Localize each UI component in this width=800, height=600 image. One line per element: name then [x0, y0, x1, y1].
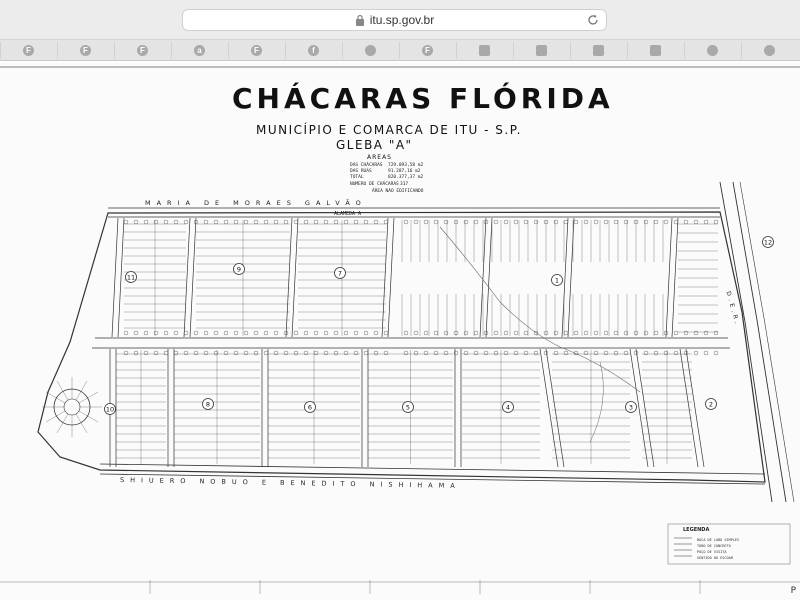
- lot-marker: [414, 331, 418, 335]
- lot-marker: [624, 220, 628, 224]
- block-street: [388, 218, 394, 337]
- lot-marker: [234, 331, 238, 335]
- lot-marker: [274, 331, 278, 335]
- lot-marker: [654, 220, 658, 224]
- lot-marker: [164, 351, 168, 355]
- lot-marker: [424, 331, 428, 335]
- area-row-label: DAS CHÁCARAS: [350, 163, 383, 168]
- lot-line: [46, 411, 65, 422]
- lot-marker: [504, 220, 508, 224]
- lot-marker: [524, 331, 528, 335]
- area-row-label: NUMERO DE CHÁCARAS: [350, 182, 399, 187]
- lot-marker: [494, 331, 498, 335]
- lot-marker: [174, 331, 178, 335]
- area-note: ÁREA NÃO EDIFICANDO: [372, 189, 424, 194]
- street-edge: [100, 464, 765, 474]
- lot-marker: [554, 220, 558, 224]
- lot-marker: [534, 351, 538, 355]
- lot-marker: [324, 220, 328, 224]
- bookmark-item[interactable]: [741, 42, 797, 59]
- lot-marker: [674, 351, 678, 355]
- lot-marker: [324, 331, 328, 335]
- bookmark-item[interactable]: [171, 42, 227, 59]
- area-row-label: DAS RUAS: [350, 169, 372, 174]
- lot-marker: [584, 331, 588, 335]
- area-row-value: 729.093,58 m2: [388, 163, 424, 168]
- legend-title: LEGENDA: [683, 527, 710, 533]
- lot-marker: [134, 351, 138, 355]
- lot-marker: [204, 331, 208, 335]
- area-row-label: TOTAL: [350, 175, 364, 180]
- block-number-label: 3: [628, 403, 634, 412]
- lot-marker: [694, 220, 698, 224]
- bookmark-item[interactable]: [684, 42, 740, 59]
- lot-marker: [224, 351, 228, 355]
- generic-site-icon: [764, 45, 775, 56]
- lot-marker: [714, 331, 718, 335]
- lot-marker: [204, 351, 208, 355]
- block-street: [672, 218, 678, 337]
- lot-marker: [594, 331, 598, 335]
- lot-marker: [654, 331, 658, 335]
- triangle-icon: [536, 45, 547, 56]
- lot-marker: [414, 220, 418, 224]
- lot-marker: [214, 331, 218, 335]
- lot-marker: [514, 331, 518, 335]
- bookmark-item[interactable]: [513, 42, 569, 59]
- bookmark-item[interactable]: [627, 42, 683, 59]
- bookmark-item[interactable]: [399, 42, 455, 59]
- bookmark-item[interactable]: [456, 42, 512, 59]
- lot-marker: [664, 351, 668, 355]
- lot-marker: [354, 351, 358, 355]
- grid-icon: [479, 45, 490, 56]
- lot-marker: [704, 351, 708, 355]
- lot-marker: [314, 331, 318, 335]
- lot-marker: [124, 220, 128, 224]
- lot-marker: [234, 351, 238, 355]
- f-icon: F: [80, 45, 91, 56]
- lot-marker: [304, 351, 308, 355]
- block-number-label: 9: [236, 265, 242, 274]
- legend-item: SENTIDO DO ESCOAM: [697, 556, 733, 560]
- lot-marker: [694, 331, 698, 335]
- lot-marker: [244, 220, 248, 224]
- lot-marker: [154, 220, 158, 224]
- block-number-label: 8: [205, 400, 211, 409]
- lot-marker: [434, 331, 438, 335]
- block-number-label: 4: [505, 403, 511, 412]
- lot-marker: [714, 220, 718, 224]
- subdivision-map: [0, 62, 800, 600]
- lot-marker: [584, 351, 588, 355]
- lot-marker: [124, 351, 128, 355]
- address-bar[interactable]: [182, 9, 607, 31]
- lot-line: [76, 381, 87, 400]
- lot-marker: [604, 351, 608, 355]
- lot-marker: [274, 351, 278, 355]
- lot-marker: [404, 331, 408, 335]
- lot-marker: [374, 331, 378, 335]
- lot-marker: [164, 220, 168, 224]
- map-gleba: GLEBA "A": [336, 138, 413, 152]
- lot-marker: [254, 220, 258, 224]
- street-east-label: D.E.R.: [724, 290, 741, 328]
- lot-marker: [614, 331, 618, 335]
- lot-marker: [664, 220, 668, 224]
- block-number-label: 5: [405, 403, 411, 412]
- f-icon: F: [23, 45, 34, 56]
- lot-marker: [144, 220, 148, 224]
- lot-marker: [334, 220, 338, 224]
- lot-marker: [714, 351, 718, 355]
- grid-icon: [593, 45, 604, 56]
- lot-marker: [514, 220, 518, 224]
- lot-marker: [574, 220, 578, 224]
- lot-marker: [474, 331, 478, 335]
- block-street: [286, 218, 292, 337]
- block-number-label: 12: [763, 238, 773, 247]
- lot-marker: [514, 351, 518, 355]
- lot-marker: [434, 220, 438, 224]
- lot-marker: [364, 331, 368, 335]
- lot-marker: [294, 331, 298, 335]
- lot-marker: [154, 331, 158, 335]
- lot-marker: [354, 220, 358, 224]
- highway-edge: [733, 182, 786, 502]
- lock-icon: [355, 14, 365, 26]
- lot-marker: [244, 351, 248, 355]
- lot-marker: [614, 220, 618, 224]
- lot-marker: [334, 331, 338, 335]
- lot-marker: [124, 331, 128, 335]
- lot-marker: [314, 220, 318, 224]
- lot-marker: [294, 220, 298, 224]
- block-number-label: 2: [708, 400, 714, 409]
- bookmark-item[interactable]: [57, 42, 113, 59]
- lot-marker: [704, 331, 708, 335]
- lot-marker: [704, 220, 708, 224]
- f-icon: F: [251, 45, 262, 56]
- page-mark: P: [790, 586, 796, 596]
- block-number-label: 7: [337, 269, 343, 278]
- lot-marker: [464, 331, 468, 335]
- street-south-label: SHIUERO NOBUO E BENEDITO NISHIHAMA: [119, 476, 461, 490]
- lot-marker: [384, 351, 388, 355]
- lot-marker: [684, 220, 688, 224]
- lot-marker: [474, 351, 478, 355]
- lot-marker: [504, 351, 508, 355]
- lot-marker: [174, 351, 178, 355]
- lot-marker: [684, 331, 688, 335]
- lot-marker: [144, 331, 148, 335]
- street-north-label: MARIA DE MORAES GALVÃO: [145, 199, 367, 207]
- block-street: [190, 218, 196, 337]
- lot-marker: [594, 220, 598, 224]
- amazon-icon: a: [194, 45, 205, 56]
- lot-marker: [644, 331, 648, 335]
- lot-marker: [264, 331, 268, 335]
- block-street: [112, 218, 118, 337]
- f-icon: F: [422, 45, 433, 56]
- block-number-label: 11: [126, 273, 136, 282]
- lot-marker: [424, 220, 428, 224]
- bookmark-item[interactable]: [228, 42, 284, 59]
- lot-marker: [374, 220, 378, 224]
- lot-marker: [544, 351, 548, 355]
- lot-marker: [494, 220, 498, 224]
- lot-line: [46, 392, 65, 403]
- lot-marker: [214, 351, 218, 355]
- lot-marker: [484, 351, 488, 355]
- block-street: [184, 218, 190, 337]
- generic-site-icon: [707, 45, 718, 56]
- lot-marker: [304, 220, 308, 224]
- browser-toolbar: [0, 0, 800, 40]
- lot-marker: [224, 220, 228, 224]
- bookmarks-bar: [0, 40, 800, 61]
- lot-marker: [444, 331, 448, 335]
- lot-marker: [694, 351, 698, 355]
- lot-marker: [384, 220, 388, 224]
- lot-marker: [344, 351, 348, 355]
- legend-item: BOCA DE LOBO SIMPLES: [697, 538, 740, 542]
- lot-marker: [474, 220, 478, 224]
- lot-marker: [594, 351, 598, 355]
- lot-marker: [164, 331, 168, 335]
- lot-marker: [574, 331, 578, 335]
- lot-marker: [374, 351, 378, 355]
- block-street: [666, 218, 672, 337]
- stream-line: [440, 227, 640, 392]
- lot-marker: [634, 351, 638, 355]
- lot-marker: [644, 220, 648, 224]
- grid-icon: [650, 45, 661, 56]
- lot-marker: [304, 331, 308, 335]
- bookmark-item[interactable]: [114, 42, 170, 59]
- lot-marker: [604, 331, 608, 335]
- lot-marker: [494, 351, 498, 355]
- lot-marker: [174, 220, 178, 224]
- lot-marker: [404, 220, 408, 224]
- subdivision-boundary: [38, 212, 765, 482]
- lot-marker: [244, 331, 248, 335]
- area-row-value: 317: [400, 182, 409, 187]
- lot-marker: [144, 351, 148, 355]
- block-street: [382, 218, 388, 337]
- lot-marker: [424, 351, 428, 355]
- lot-marker: [454, 351, 458, 355]
- lot-marker: [654, 351, 658, 355]
- lot-marker: [264, 220, 268, 224]
- lot-line: [79, 392, 98, 403]
- lot-marker: [384, 331, 388, 335]
- lot-marker: [344, 220, 348, 224]
- lot-marker: [134, 220, 138, 224]
- lot-marker: [564, 351, 568, 355]
- lot-marker: [624, 331, 628, 335]
- url-text: itu.sp.gov.br: [369, 13, 435, 27]
- lot-marker: [584, 220, 588, 224]
- lot-marker: [224, 331, 228, 335]
- legend-item: POÇO DE VISITA: [697, 550, 727, 554]
- lot-marker: [184, 331, 188, 335]
- lot-marker: [524, 351, 528, 355]
- map-title: CHÁCARAS FLÓRIDA: [232, 82, 614, 115]
- lot-line: [76, 414, 87, 433]
- area-row-value: 820.377,37 m2: [388, 175, 424, 180]
- lot-marker: [674, 220, 678, 224]
- lot-marker: [554, 331, 558, 335]
- bookmark-item[interactable]: [285, 42, 341, 59]
- lot-marker: [404, 351, 408, 355]
- lot-marker: [284, 220, 288, 224]
- lot-marker: [204, 220, 208, 224]
- lot-marker: [564, 331, 568, 335]
- f-icon: F: [137, 45, 148, 56]
- block-street: [486, 218, 492, 337]
- lot-marker: [194, 351, 198, 355]
- lot-marker: [334, 351, 338, 355]
- lot-marker: [184, 220, 188, 224]
- lot-marker: [134, 331, 138, 335]
- facebook-icon: f: [308, 45, 319, 56]
- lot-marker: [364, 351, 368, 355]
- lot-marker: [314, 351, 318, 355]
- lot-marker: [434, 351, 438, 355]
- lot-marker: [194, 331, 198, 335]
- block-number-label: 10: [105, 405, 115, 414]
- lot-marker: [234, 220, 238, 224]
- reload-icon[interactable]: [586, 13, 600, 27]
- block-street: [118, 218, 124, 337]
- lot-marker: [444, 220, 448, 224]
- block-street: [562, 218, 568, 337]
- lot-marker: [294, 351, 298, 355]
- legend-item: TUBO DE CONCRETO: [697, 544, 731, 548]
- lot-line: [79, 411, 98, 422]
- lot-line: [57, 381, 68, 400]
- lot-marker: [414, 351, 418, 355]
- lot-marker: [364, 220, 368, 224]
- areas-heading: AREAS: [367, 154, 392, 161]
- lot-marker: [534, 331, 538, 335]
- generic-site-icon: [365, 45, 376, 56]
- lot-marker: [604, 220, 608, 224]
- lot-marker: [254, 351, 258, 355]
- lot-marker: [354, 331, 358, 335]
- lot-marker: [254, 331, 258, 335]
- lot-marker: [154, 351, 158, 355]
- lot-marker: [464, 351, 468, 355]
- lot-marker: [624, 351, 628, 355]
- area-row-value: 91.287,16 m2: [388, 169, 421, 174]
- bookmark-item[interactable]: [342, 42, 398, 59]
- lot-marker: [524, 220, 528, 224]
- lot-marker: [564, 220, 568, 224]
- lot-marker: [534, 220, 538, 224]
- lot-marker: [684, 351, 688, 355]
- lot-marker: [214, 220, 218, 224]
- lot-marker: [554, 351, 558, 355]
- lot-marker: [614, 351, 618, 355]
- lot-line: [57, 414, 68, 433]
- block-street: [292, 218, 298, 337]
- lot-marker: [674, 331, 678, 335]
- lot-marker: [504, 331, 508, 335]
- lot-marker: [264, 351, 268, 355]
- map-subtitle: MUNICÍPIO E COMARCA DE ITU - S.P.: [256, 123, 522, 137]
- lot-marker: [464, 220, 468, 224]
- lot-marker: [324, 351, 328, 355]
- lot-marker: [274, 220, 278, 224]
- lot-marker: [444, 351, 448, 355]
- lot-marker: [644, 351, 648, 355]
- alameda-label: ALAMEDA A: [334, 211, 362, 217]
- roundabout: [64, 399, 80, 415]
- lot-marker: [344, 331, 348, 335]
- lot-marker: [284, 351, 288, 355]
- block-number-label: 6: [307, 403, 313, 412]
- block-number-label: 1: [554, 276, 560, 285]
- bookmark-item[interactable]: [0, 42, 56, 59]
- bookmark-item[interactable]: [570, 42, 626, 59]
- lot-marker: [184, 351, 188, 355]
